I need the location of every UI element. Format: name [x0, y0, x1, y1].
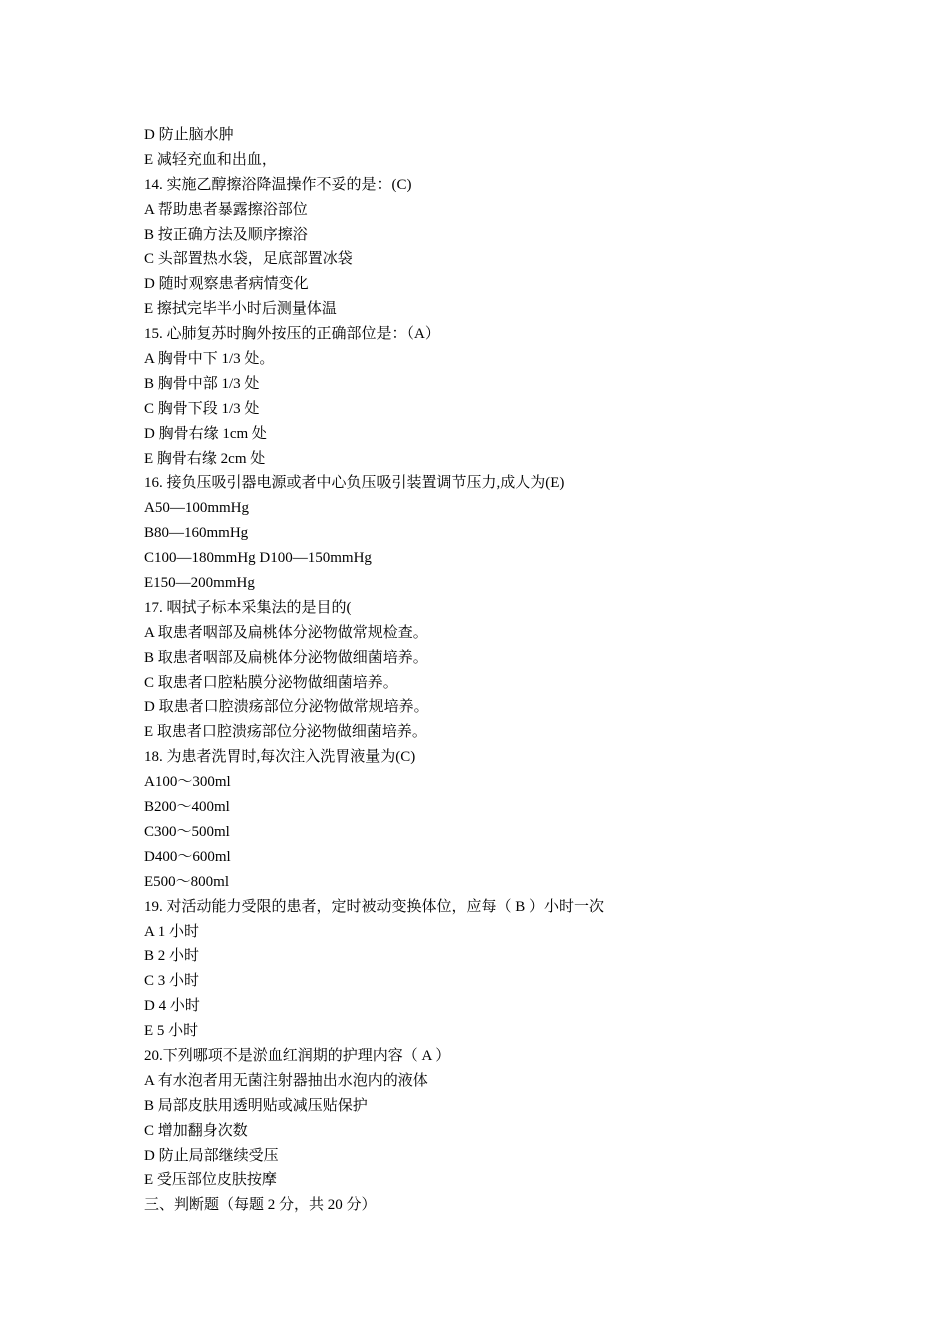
option-line: B 按正确方法及顺序擦浴 [144, 226, 308, 243]
option-line: E 胸骨右缘 2cm 处 [144, 450, 266, 467]
option-line: B 胸骨中部 1/3 处 [144, 375, 260, 392]
option-line: B 取患者咽部及扁桃体分泌物做细菌培养。 [144, 649, 428, 666]
question-line: 14. 实施乙醇擦浴降温操作不妥的是：(C) [144, 176, 412, 193]
document-page [144, 123, 904, 1218]
option-line: E150—200mmHg [144, 575, 255, 592]
option-line: E500～800ml [144, 873, 229, 890]
option-line: E 减轻充血和出血， [144, 151, 277, 168]
option-line: C100—180mmHg D100—150mmHg [144, 550, 372, 567]
option-line: D400～600ml [144, 848, 231, 865]
option-line: A 胸骨中下 1/3 处。 [144, 351, 275, 368]
option-line: D 取患者口腔溃疡部位分泌物做常规培养。 [144, 699, 429, 716]
option-line: B 局部皮肤用透明贴或减压贴保护 [144, 1097, 368, 1114]
option-line: C300～500ml [144, 823, 230, 840]
option-line: B 2 小时 [144, 948, 200, 965]
option-line: C 头部置热水袋，足底部置冰袋 [144, 251, 353, 268]
option-line: A 帮助患者暴露擦浴部位 [144, 201, 308, 218]
question-line: 17. 咽拭子标本采集法的是目的( [144, 599, 352, 616]
question-line: 19. 对活动能力受限的患者，定时被动变换体位，应每（ B ）小时一次 [144, 898, 605, 915]
option-line: C 3 小时 [144, 973, 200, 990]
option-line: D 胸骨右缘 1cm 处 [144, 425, 267, 442]
option-line: D 防止局部继续受压 [144, 1147, 279, 1164]
option-line: C 增加翻身次数 [144, 1122, 248, 1139]
option-line: A 取患者咽部及扁桃体分泌物做常规检查。 [144, 624, 428, 641]
option-line: E 擦拭完毕半小时后测量体温 [144, 301, 337, 318]
option-line: B80—160mmHg [144, 525, 249, 542]
option-line: E 5 小时 [144, 1023, 199, 1040]
option-line: C 胸骨下段 1/3 处 [144, 400, 260, 417]
option-line: E 受压部位皮肤按摩 [144, 1172, 277, 1189]
option-line: B200～400ml [144, 799, 230, 816]
option-line: A100～300ml [144, 774, 231, 791]
question-line: 16. 接负压吸引器电源或者中心负压吸引装置调节压力,成人为(E) [144, 475, 565, 492]
question-line: 15. 心肺复苏时胸外按压的正确部位是：（A） [144, 326, 440, 343]
option-line: C 取患者口腔粘膜分泌物做细菌培养。 [144, 674, 398, 691]
section-heading: 三、判断题（每题 2 分，共 20 分） [144, 1197, 377, 1214]
option-line: A 有水泡者用无菌注射器抽出水泡内的液体 [144, 1072, 428, 1089]
option-line: D 防止脑水肿 [144, 127, 234, 143]
option-line: A 1 小时 [144, 923, 200, 940]
option-line: D 随时观察患者病情变化 [144, 276, 309, 293]
option-line: A50—100mmHg [144, 500, 249, 517]
option-line: E 取患者口腔溃疡部位分泌物做细菌培养。 [144, 724, 427, 741]
option-line: D 4 小时 [144, 998, 200, 1015]
question-line: 20.下列哪项不是淤血红润期的护理内容（ A ） [144, 1047, 451, 1064]
question-line: 18. 为患者洗胃时,每次注入洗胃液量为(C) [144, 749, 416, 766]
